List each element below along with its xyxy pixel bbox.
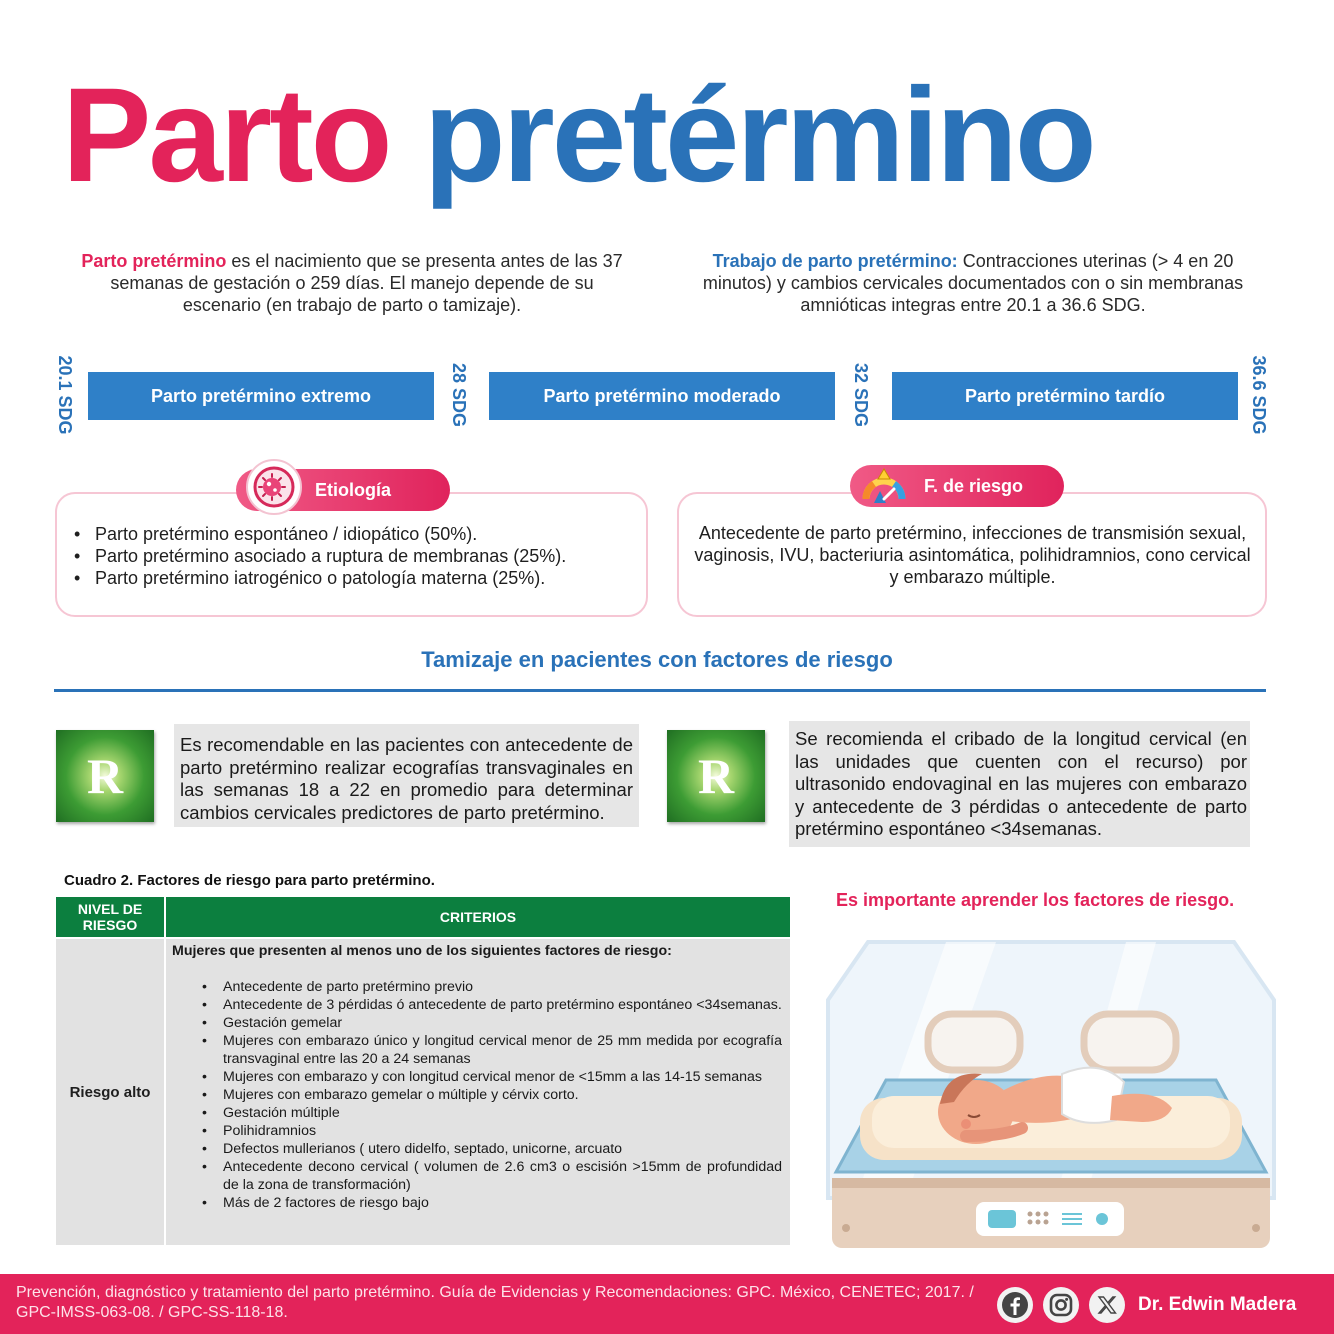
- list-item: • Gestación múltiple: [223, 1104, 782, 1122]
- microbe-icon: [246, 459, 302, 515]
- gauge-warning-icon: [860, 467, 908, 505]
- intro-labor: [690, 250, 1256, 316]
- list-item: • Parto pretérmino asociado a ruptura de membranas (25%).: [72, 545, 566, 567]
- page-title: [62, 62, 1094, 209]
- table-caption: Cuadro 2. Factores de riesgo para parto pretérmino.: [64, 872, 435, 889]
- recommendation-badge: R: [56, 730, 154, 822]
- list-item: • Defectos mullerianos ( utero didelfo, septado, unicorne, arcuato: [223, 1140, 782, 1158]
- etiologia-list: [72, 523, 566, 589]
- title-word-1: Parto: [62, 61, 390, 210]
- table-criteria-list: [172, 978, 782, 1212]
- list-item: • Antecedente de parto pretérmino previo: [223, 978, 782, 996]
- intro-definition-text: es el nacimiento que se presenta antes de las 37 semanas de gestación o 259 días. El manejo depende de su escenario (en trabajo de parto o tamizaje).: [110, 251, 623, 315]
- recommendation-text-1: Es recomendable en las pacientes con antecedente de parto pretérmino realizar ecografías transvaginales en las semanas 18 a 22 en promedio para determinar cambios cervicales predictores de parto pretérmino.: [174, 724, 639, 827]
- etiologia-label: Etiología: [315, 479, 391, 500]
- list-item: • Mujeres con embarazo gemelar o múltiple y cérvix corto.: [223, 1086, 782, 1104]
- table-criteria-intro: Mujeres que presenten al menos uno de los siguientes factores de riesgo:: [172, 943, 672, 959]
- list-item: • Gestación gemelar: [223, 1014, 782, 1032]
- facebook-icon[interactable]: [997, 1287, 1033, 1323]
- important-note: Es importante aprender los factores de riesgo.: [836, 890, 1235, 910]
- title-word-2: pretérmino: [423, 61, 1094, 210]
- table-header-nivel: [56, 897, 164, 937]
- table-header-nivel-line1: NIVEL DE: [77, 901, 143, 917]
- list-item: • Parto pretérmino espontáneo / idiopático (50%).: [72, 523, 566, 545]
- riesgo-label: F. de riesgo: [924, 475, 1024, 496]
- list-item: • Parto pretérmino iatrogénico o patología materna (25%).: [72, 567, 566, 589]
- list-item: • Mujeres con embarazo y con longitud cervical menor de <15mm a las 14-15 semanas: [223, 1068, 782, 1086]
- riesgo-text: Antecedente de parto pretérmino, infecciones de transmisión sexual, vaginosis, IVU, bacteriuria asintomática, polihidramnios, cono cervical y embarazo múltiple.: [694, 523, 1251, 587]
- stage-moderado: Parto pretérmino moderado: [489, 372, 835, 420]
- incubator-illustration: [826, 932, 1276, 1252]
- list-item: • Antecedente de 3 pérdidas ó antecedente de parto pretérmino espontáneo <34semanas.: [223, 996, 782, 1014]
- list-item: • Polihidramnios: [223, 1122, 782, 1140]
- table-criteria-cell: [166, 939, 790, 1245]
- list-item: • Mujeres con embarazo único y longitud cervical menor de 25 mm medida por ecografía transvaginal entre las 20 a 24 semanas: [223, 1032, 782, 1068]
- table-header-criterios: CRITERIOS: [166, 897, 790, 937]
- intro-definition: [70, 250, 634, 316]
- stage-extremo: Parto pretérmino extremo: [88, 372, 434, 420]
- recommendation-badge: R: [667, 730, 765, 822]
- list-item: • Antecedente decono cervical ( volumen de 2.6 cm3 o escisión >15mm de profundidad de la zona de transformación): [223, 1158, 782, 1194]
- table-header-nivel-line2: RIESGO: [82, 917, 138, 933]
- footer-citation: Prevención, diagnóstico y tratamiento del parto pretérmino. Guía de Evidencias y Recomendaciones: GPC. México, CENETEC; 2017. / GPC-IMSS-063-08. / GPC-SS-118-18.: [16, 1284, 974, 1321]
- intro-labor-text: Contracciones uterinas (> 4 en 20 minutos) y cambios cervicales documentados con o sin membranas amnióticas integras entre 20.1 a 36.6 SDG.: [702, 251, 1244, 315]
- sdg-marker-36-6: 36.6 SDG: [1249, 355, 1269, 435]
- intro-labor-term: Trabajo de parto pretérmino:: [712, 251, 958, 271]
- intro-definition-term: Parto pretérmino: [81, 251, 227, 271]
- x-icon[interactable]: [1089, 1287, 1125, 1323]
- sdg-marker-32: 32 SDG: [851, 362, 871, 428]
- stage-tardio: Parto pretérmino tardío: [892, 372, 1238, 420]
- recommendation-text-2: Se recomienda el cribado de la longitud cervical (en las unidades que cuenten con el recurso) por ultrasonido endovaginal en las mujeres con embarazo y antecedente de 3 pérdidas o antecedente de parto pretérmino espontáneo <34semanas.: [789, 721, 1250, 847]
- sdg-marker-28: 28 SDG: [449, 362, 469, 428]
- instagram-icon[interactable]: [1043, 1287, 1079, 1323]
- sdg-marker-20-1: 20.1 SDG: [55, 355, 75, 435]
- divider: [54, 689, 1266, 692]
- table-level-cell: Riesgo alto: [56, 939, 164, 1245]
- list-item: • Más de 2 factores de riesgo bajo: [223, 1194, 782, 1212]
- author-name: Dr. Edwin Madera: [1138, 1294, 1297, 1315]
- tamizaje-title: Tamizaje en pacientes con factores de riesgo: [421, 647, 893, 672]
